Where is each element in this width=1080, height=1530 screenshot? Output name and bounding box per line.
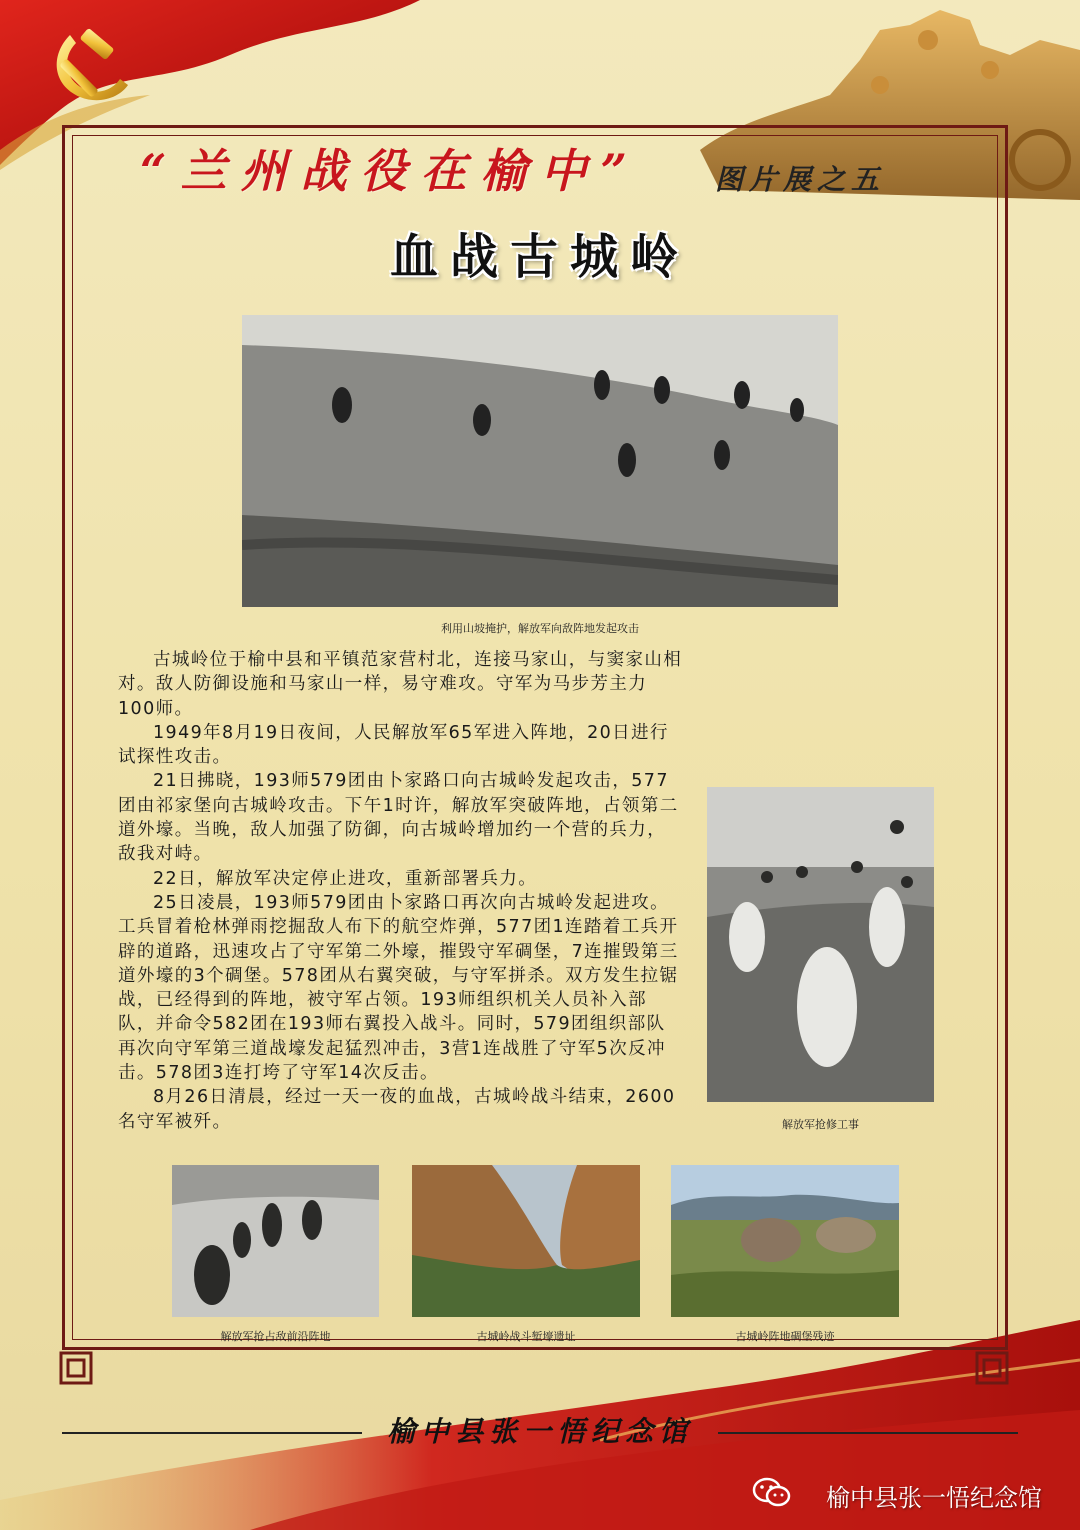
paragraph: 古城岭位于榆中县和平镇范家营村北，连接马家山，与窦家山相对。敌人防御设施和马家山一样，易守难攻。守军为马步芳主力100师。	[118, 650, 683, 719]
side-photo-caption: 解放军抢修工事	[782, 1118, 859, 1131]
wechat-icon	[752, 1476, 792, 1510]
account-watermark: 榆中县张一悟纪念馆	[826, 1484, 1042, 1512]
series-title: “兰州战役在榆中”	[140, 144, 641, 198]
paragraph: 1949年8月19日夜间，人民解放军65军进入阵地，20日进行试探性攻击。	[118, 722, 669, 768]
series-subtitle: 图片展之五	[715, 163, 886, 196]
paragraph: 21日拂晓，193师579团由卜家路口向古城岭发起攻击，577团由祁家堡向古城岭攻击。下午1时许，解放军突破阵地，占领第二道外壕。当晚，敌人加强了防御，向古城岭增加约一个营的兵力，敌我对峙。	[118, 771, 679, 865]
page-title: 血战古城岭	[389, 229, 690, 285]
paragraph: 8月26日清晨，经过一天一夜的血战，古城岭战斗结束，2600名守军被歼。	[118, 1087, 676, 1132]
top-photo-caption: 利用山坡掩护，解放军向敌阵地发起攻击	[441, 622, 639, 635]
repair-works-photo	[707, 787, 934, 1102]
bottom-photo-caption: 古城岭战斗堑壕遗址	[476, 1330, 576, 1343]
trench-site-photo	[412, 1165, 640, 1317]
bottom-photo-caption: 解放军抢占敌前沿阵地	[220, 1330, 331, 1343]
battle-photo	[242, 315, 838, 607]
paragraph: 25日凌晨，193师579团由卜家路口再次向古城岭发起进攻。工兵冒着枪林弹雨挖掘敌人布下的航空炸弹，577团1连踏着工兵开辟的道路，迅速攻占了守军第二外壕，摧毁守军碉堡，7连摧毁第三道外壕的3个碉堡。578团从右翼突破，与守军拼杀。双方发生拉锯战，已经得到的阵地，被守军占领。193师组织机关人员补入部队，并命令582团在193师右翼投入战斗。同时，579团组织部队再次向守军第三道战壕发起猛烈冲击，3营1连战胜了守军5次反冲击。578团3连打垮了守军14次反击。	[118, 892, 679, 1084]
museum-name: 榆中县张一悟纪念馆	[386, 1415, 693, 1448]
bunker-ruins-photo	[671, 1165, 899, 1317]
paragraph: 22日，解放军决定停止进攻，重新部署兵力。	[153, 868, 538, 889]
corner-ornament-icon	[972, 1348, 1012, 1388]
bottom-photo-caption: 古城岭阵地碉堡残迹	[735, 1330, 835, 1343]
front-line-photo	[172, 1165, 379, 1317]
corner-ornament-icon	[56, 1348, 96, 1388]
party-emblem-icon	[40, 15, 140, 115]
